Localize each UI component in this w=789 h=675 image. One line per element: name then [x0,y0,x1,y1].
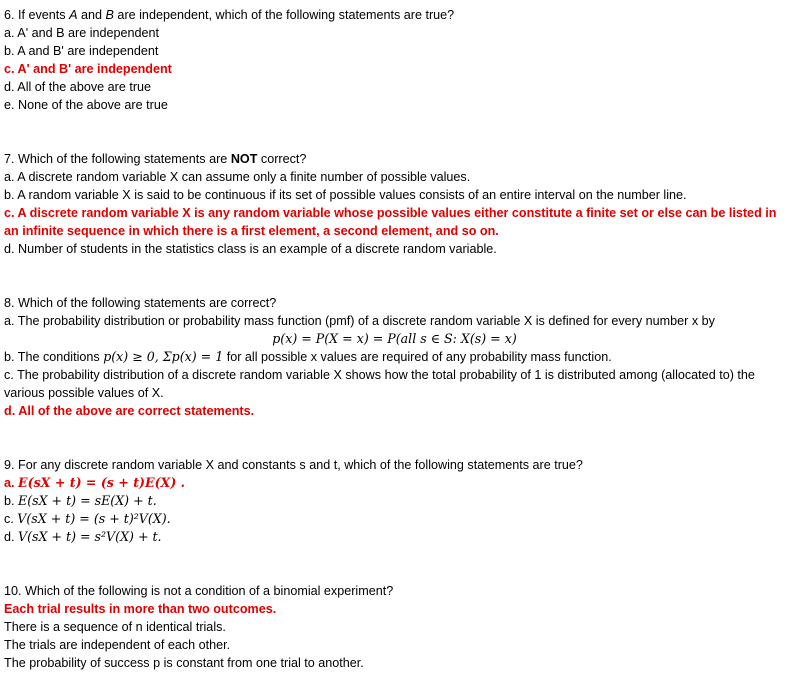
question-7-stem [4,150,785,168]
question-9 [4,456,785,546]
q9-opt-b-label: b. [4,494,19,508]
q7-stem-bold: NOT [230,152,258,166]
q9-opt-d-label: d. [4,530,19,544]
q6-stem-pre: 6. If events [4,8,70,22]
question-10-option-2: There is a sequence of n identical trials. [4,620,226,634]
q9-opt-a-label: a. [4,476,19,490]
quiz-document [4,6,785,672]
question-8-option-a: a. The probability distribution or probability mass function (pmf) of a discrete random variable X is defined for every number x by [4,314,715,328]
q9-opt-b-math: E(sX + t) = sE(X) + t. [18,493,157,508]
question-10 [4,582,785,672]
question-6-option-d: d. All of the above are true [4,80,152,94]
q7-stem-post: correct? [257,152,307,166]
question-6-option-a: a. A' and B are independent [4,26,160,40]
question-8 [4,294,785,420]
question-10-option-3: The trials are independent of each other. [4,638,231,652]
question-9-stem: 9. For any discrete random variable X and constants s and t, which of the following statements are true? [4,458,583,472]
question-9-option-b [4,492,785,510]
spacer [4,546,785,582]
question-6-option-c-answer: c. A' and B' are independent [4,62,172,76]
q6-var-b: B [105,8,114,22]
q9-opt-c-math: V(sX + t) = (s + t)²V(X). [17,511,171,526]
q9-opt-a-math: E(sX + t) = (s + t)E(X) . [18,475,186,490]
question-8-option-b [4,348,785,366]
q6-var-a: A [69,8,78,22]
question-7-option-c-answer: c. A discrete random variable X is any random variable whose possible values either constitute a finite set or else can be listed in an infinite sequence in which there is a first element, a second element, and so on. [4,206,777,238]
question-8-pmf-formula: p(x) = P(X = x) = P(all s ∈ S: X(s) = x) [272,331,517,346]
question-7 [4,150,785,258]
question-8-option-c: c. The probability distribution of a discrete random variable X shows how the total probability of 1 is distributed among (allocated to) the various possible values of X. [4,368,755,400]
question-10-stem: 10. Which of the following is not a condition of a binomial experiment? [4,584,394,598]
question-6-stem [4,6,785,24]
question-7-option-a: a. A discrete random variable X can assume only a finite number of possible values. [4,170,471,184]
spacer [4,258,785,294]
q7-stem-pre: 7. Which of the following statements are [4,152,231,166]
question-9-option-c [4,510,785,528]
question-8-option-d-answer: d. All of the above are correct statements. [4,404,255,418]
spacer [4,114,785,150]
q9-opt-c-label: c. [4,512,18,526]
question-10-option-1-answer: Each trial results in more than two outcomes. [4,602,277,616]
q8-opt-b-pre: b. The conditions [4,350,104,364]
question-6-option-b: b. A and B' are independent [4,44,159,58]
question-8-stem: 8. Which of the following statements are correct? [4,296,277,310]
question-6-option-e: e. None of the above are true [4,98,168,112]
question-7-option-d: d. Number of students in the statistics class is an example of a discrete random variable. [4,242,497,256]
q6-stem-mid: and [77,8,106,22]
q9-opt-d-math: V(sX + t) = s²V(X) + t. [18,529,162,544]
question-10-option-4: The probability of success p is constant from one trial to another. [4,656,364,670]
q6-stem-post: are independent, which of the following statements are true? [113,8,455,22]
question-7-option-b: b. A random variable X is said to be continuous if its set of possible values consists of an entire interval on the number line. [4,188,687,202]
question-9-option-d [4,528,785,546]
q8-opt-b-post: for all possible x values are required of any probability mass function. [223,350,612,364]
q8-opt-b-math: p(x) ≥ 0, Σp(x) = 1 [103,349,224,364]
question-6 [4,6,785,114]
question-9-option-a-answer [4,474,785,492]
spacer [4,420,785,456]
